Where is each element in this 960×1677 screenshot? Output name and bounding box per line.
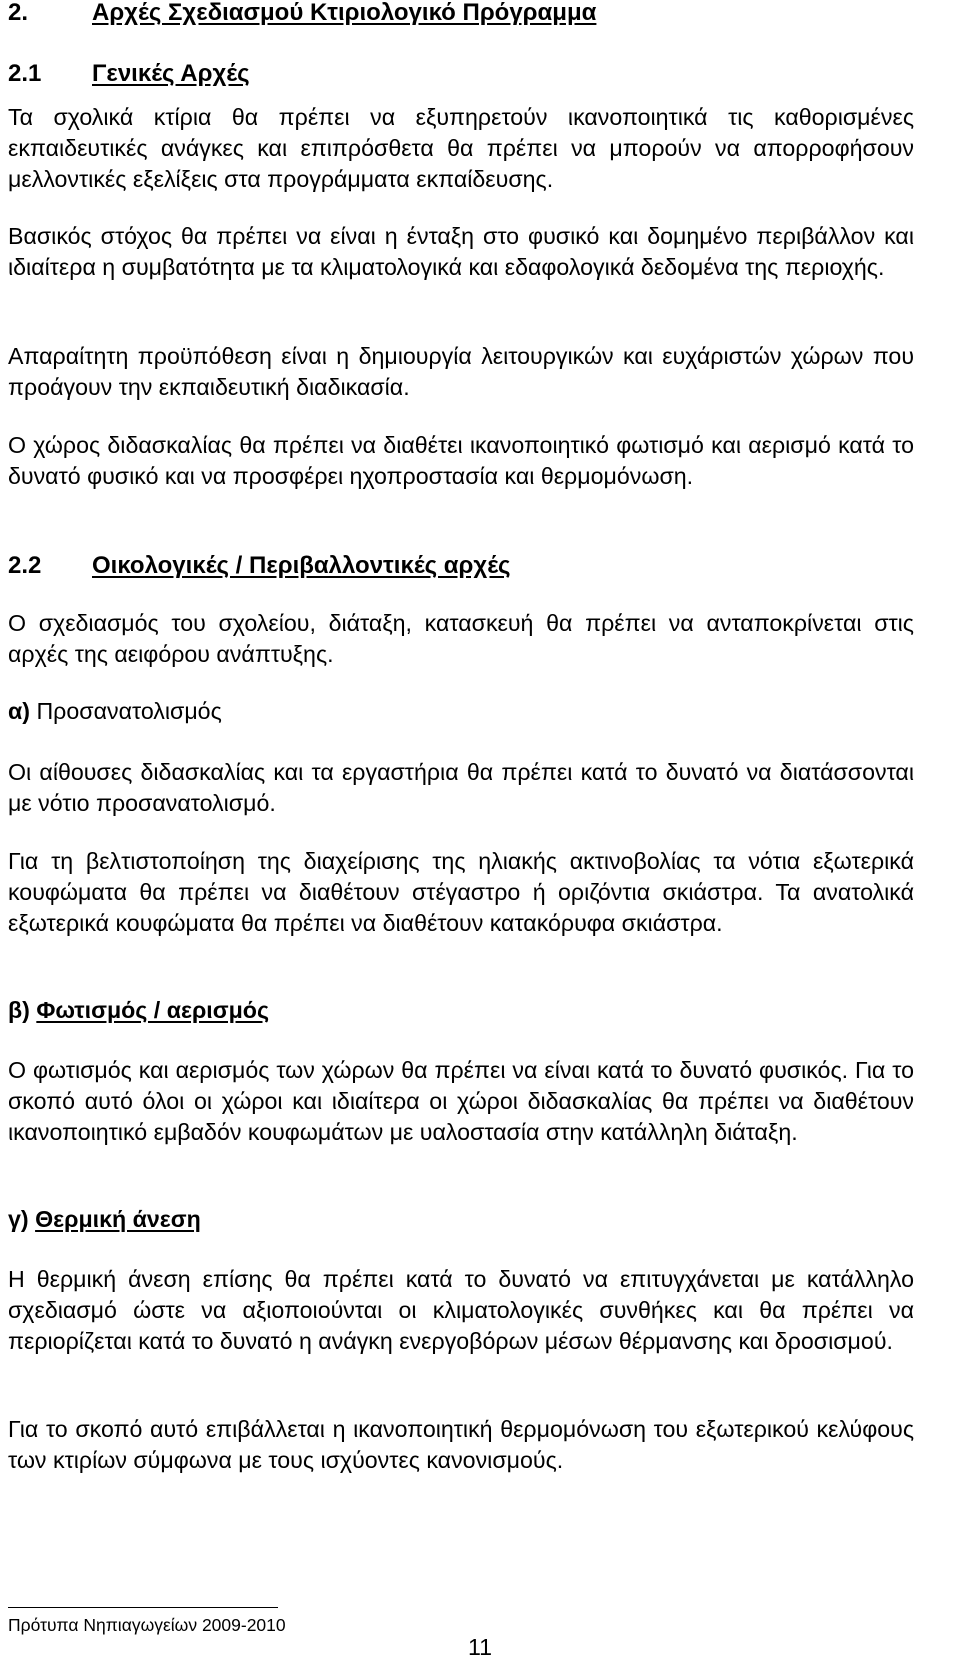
subheading-thermal-comfort — [8, 1204, 201, 1235]
paragraph: Τα σχολικά κτίρια θα πρέπει να εξυπηρετούν ικανοποιητικά τις καθορισμένες εκπαιδευτικές ανάγκες και επιπρόσθετα θα πρέπει να μπορούν να απορροφήσουν μελλοντικές εξελίξεις στα προγράμματα εκπαίδευσης. — [8, 104, 914, 192]
paragraph: Ο χώρος διδασκαλίας θα πρέπει να διαθέτει ικανοποιητικό φωτισμό και αερισμό κατά το δυνατό φυσικό και να προσφέρει ηχοπροστασία και θερμομόνωση. — [8, 432, 914, 489]
paragraph: Βασικός στόχος θα πρέπει να είναι η ένταξη στο φυσικό και δομημένο περιβάλλον και ιδιαίτερα η συμβατότητα με τα κλιματολογικά και εδαφολογικά δεδομένα της περιοχής. — [8, 223, 914, 280]
subsection-title: Οικολογικές / Περιβαλλοντικές αρχές — [92, 552, 511, 579]
paragraph: Ο φωτισμός και αερισμός των χώρων θα πρέπει να είναι κατά το δυνατό φυσικός. Για το σκοπό αυτό όλοι οι χώροι και ιδιαίτερα οι χώροι διδασκαλίας θα πρέπει να διαθέτουν ικανοποιητικό εμβαδόν κουφωμάτων με υαλοστασία στην κατάλληλη διάταξη. — [8, 1057, 914, 1145]
paragraph: Ο σχεδιασμός του σχολείου, διάταξη, κατασκευή θα πρέπει να ανταποκρίνεται στις αρχές της αειφόρου ανάπτυξης. — [8, 610, 914, 667]
item-title: Προσανατολισμός — [36, 698, 222, 724]
subsection-number: 2.1 — [8, 60, 42, 87]
footer-divider — [8, 1607, 278, 1608]
paragraph: Για τη βελτιστοποίηση της διαχείρισης της ηλιακής ακτινοβολίας τα νότια εξωτερικά κουφώματα θα πρέπει να διαθέτουν στέγαστρο ή οριζόντια σκιάστρα. Τα ανατολικά εξωτερικά κουφώματα θα πρέπει να διαθέτουν κατακόρυφα σκιάστρα. — [8, 848, 914, 936]
item-letter: β) — [8, 997, 30, 1023]
footer-title: Πρότυπα Νηπιαγωγείων 2009-2010 — [8, 1615, 286, 1635]
subsection-title: Γενικές Αρχές — [92, 60, 250, 87]
item-letter: γ) — [8, 1206, 29, 1232]
paragraph: Για το σκοπό αυτό επιβάλλεται η ικανοποιητική θερμομόνωση του εξωτερικού κελύφους των κτιρίων σύμφωνα με τους ισχύοντες κανονισμούς. — [8, 1416, 914, 1473]
subsection-heading-2-2 — [8, 551, 511, 581]
page-number: 11 — [468, 1634, 493, 1660]
subheading-orientation — [8, 696, 222, 727]
section-number: 2. — [8, 0, 29, 26]
section-heading — [8, 0, 596, 28]
paragraph: Η θερμική άνεση επίσης θα πρέπει κατά το δυνατό να επιτυγχάνεται με κατάλληλο σχεδιασμό ώστε να αξιοποιούνται οι κλιματολογικές συνθήκες και θα πρέπει να περιορίζεται κατά το δυνατό η ανάγκη ενεργοβόρων μέσων θέρμανσης και δροσισμού. — [8, 1266, 914, 1354]
paragraph: Οι αίθουσες διδασκαλίας και τα εργαστήρια θα πρέπει κατά το δυνατό να διατάσσονται με νότιο προσανατολισμό. — [8, 759, 914, 816]
paragraph: Απαραίτητη προϋπόθεση είναι η δημιουργία λειτουργικών και ευχάριστών χώρων που προάγουν την εκπαιδευτική διαδικασία. — [8, 343, 914, 400]
section-title: Αρχές Σχεδιασμού Κτιριολογικό Πρόγραμμα — [92, 0, 597, 26]
subsection-heading-2-1 — [8, 59, 250, 89]
subheading-lighting-ventilation — [8, 995, 269, 1026]
item-title: Θερμική άνεση — [35, 1206, 201, 1232]
subsection-number: 2.2 — [8, 552, 42, 579]
item-letter: α) — [8, 698, 30, 724]
item-title: Φωτισμός / αερισμός — [36, 997, 270, 1023]
